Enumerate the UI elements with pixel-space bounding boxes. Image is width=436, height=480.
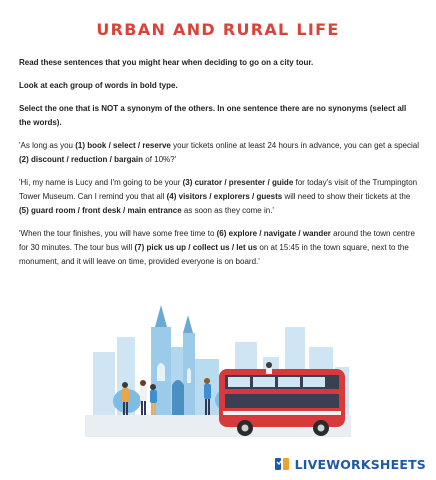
instruction-3: Select the one that is NOT a synonym of the others. In one sentence there are no synonyms (select all the words).: [19, 104, 407, 127]
word-group: (5) guard room / front desk / main entrance: [19, 206, 182, 215]
instruction-1: Read these sentences that you might hear when deciding to go on a city tour.: [19, 58, 314, 67]
sentence-text: on at 15:45 in the town square, next to the monument, and it will leave on time, provided everyone is on board.': [19, 243, 409, 266]
worksheet-content: [19, 56, 419, 278]
sentence-paragraph: [19, 176, 419, 218]
word-group: (6) explore / navigate / wander: [216, 229, 331, 238]
page-title: URBAN AND RURAL LIFE: [96, 20, 340, 39]
sentence-text: your tickets online at least 24 hours in advance, you can get a special: [170, 141, 419, 150]
word-group: (4) visitors / explorers / guests: [166, 192, 283, 201]
instruction-2: Look at each group of words in bold type.: [19, 81, 178, 90]
sentence-text: around the town centre for 30 minutes. The tour bus will: [19, 229, 415, 252]
brand-name-live: LIVE: [294, 456, 327, 472]
footer-brand: [274, 455, 426, 473]
sentence-text: of 10%?': [143, 155, 177, 164]
brand-name-worksheets: WORKSHEETS: [326, 456, 426, 472]
word-group: (3) curator / presenter / guide: [182, 178, 294, 187]
brand-name: [295, 457, 426, 472]
sentence-text: will need to show their tickets at the: [282, 192, 411, 201]
sentence-text: for today's visit of the Trumpington Tower Museum. Can I remind you that all: [19, 178, 418, 201]
sentence-text: 'Hi, my name is Lucy and I'm going to be your: [19, 178, 183, 187]
sentence-text: 'When the tour finishes, you will have some free time to: [19, 229, 217, 238]
tour-bus: [219, 362, 345, 436]
word-group: (1) book / select / reserve: [75, 141, 171, 150]
sentence-text: as soon as they come in.': [181, 206, 274, 215]
liveworksheets-logo-icon: [274, 456, 290, 472]
sentence-paragraph: [19, 227, 419, 269]
word-group: (2) discount / reduction / bargain: [19, 155, 144, 164]
city-tour-illustration: [85, 297, 351, 447]
sentence-text: 'As long as you: [19, 141, 76, 150]
sentence-paragraph: [19, 139, 419, 167]
word-group: (7) pick us up / collect us / let us: [134, 243, 258, 252]
